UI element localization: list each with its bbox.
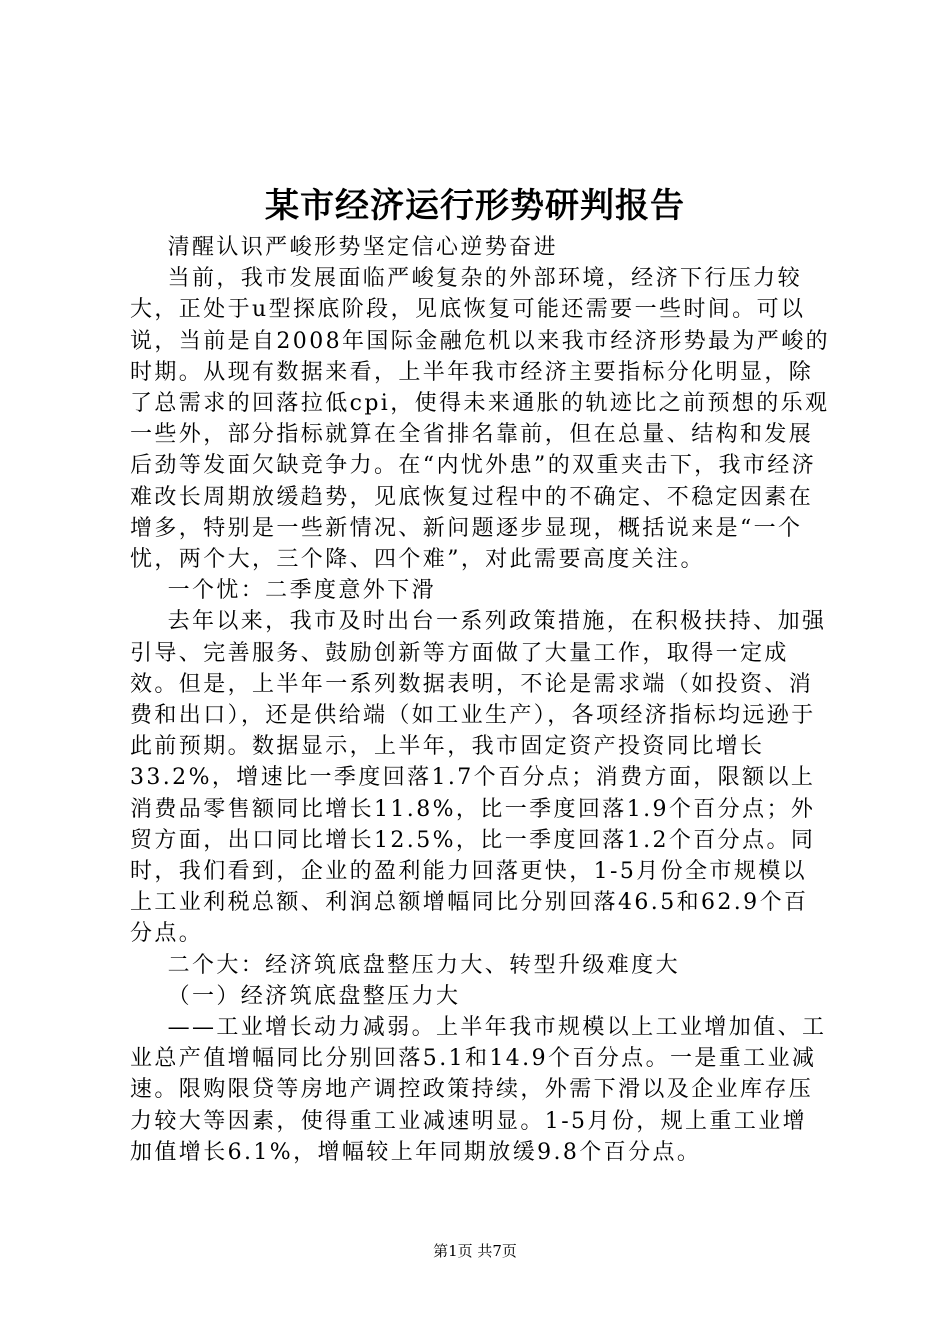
page-footer [0,1240,950,1262]
section-heading: 一个忧：二季度意外下滑 [130,578,436,604]
paragraph: 去年以来，我市及时出台一系列政策措施，在积极扶持、加强引导、完善服务、鼓励创新等方面做了大量工作，取得一定成效。但是，上半年一系列数据表明，不论是需求端（如投资、消费和出口），还是供给端（如工业生产），各项经济指标均远逊于此前预期。数据显示，上半年，我市固定资产投资同比增长33.2%，增速比一季度回落1.7个百分点；消费方面，限额以上消费品零售额同比增长11.8%，比一季度回落1.9个百分点；外贸方面，出口同比增长12.5%，比一季度回落1.2个百分点。同时，我们看到，企业的盈利能力回落更快，1-5月份全市规模以上工业利税总额、利润总额增幅同比分别回落46.5和62.9个百分点。 [130,609,827,947]
paragraph: 当前，我市发展面临严峻复杂的外部环境，经济下行压力较大，正处于u型探底阶段，见底恢复可能还需要一些时间。可以说，当前是自2008年国际金融危机以来我市经济形势最为严峻的时期。从现有数据来看，上半年我市经济主要指标分化明显，除了总需求的回落拉低cpi，使得未来通胀的轨迹比之前预想的乐观一些外，部分指标就算在全省排名靠前，但在总量、结构和发展后劲等发面欠缺竞争力。在“内忧外患”的双重夹击下，我市经济难改长周期放缓趋势，见底恢复过程中的不确定、不稳定因素在增多，特别是一些新情况、新问题逐步显现，概括说来是“一个忧，两个大，三个降、四个难”，对此需要高度关注。 [130,266,830,573]
page-total: 共7页 [477,1242,517,1260]
section-heading: 二个大：经济筑底盘整压力大、转型升级难度大 [130,952,680,978]
document-title: 某市经济运行形势研判报告 [265,186,685,226]
subsection-heading: （一）经济筑底盘整压力大 [130,983,461,1009]
section-heading: 清醒认识严峻形势坚定信心逆势奋进 [130,235,558,260]
document-body [130,232,830,1168]
paragraph: ——工业增长动力减弱。上半年我市规模以上工业增加值、工业总产值增幅同比分别回落5.1和14.9个百分点。一是重工业减速。限购限贷等房地产调控政策持续，外需下滑以及企业库存压力较大等因素，使得重工业减速明显。1-5月份，规上重工业增加值增长6.1%，增幅较上年同期放缓9.8个百分点。 [130,1015,827,1165]
page-number: 第1页 [433,1242,473,1260]
